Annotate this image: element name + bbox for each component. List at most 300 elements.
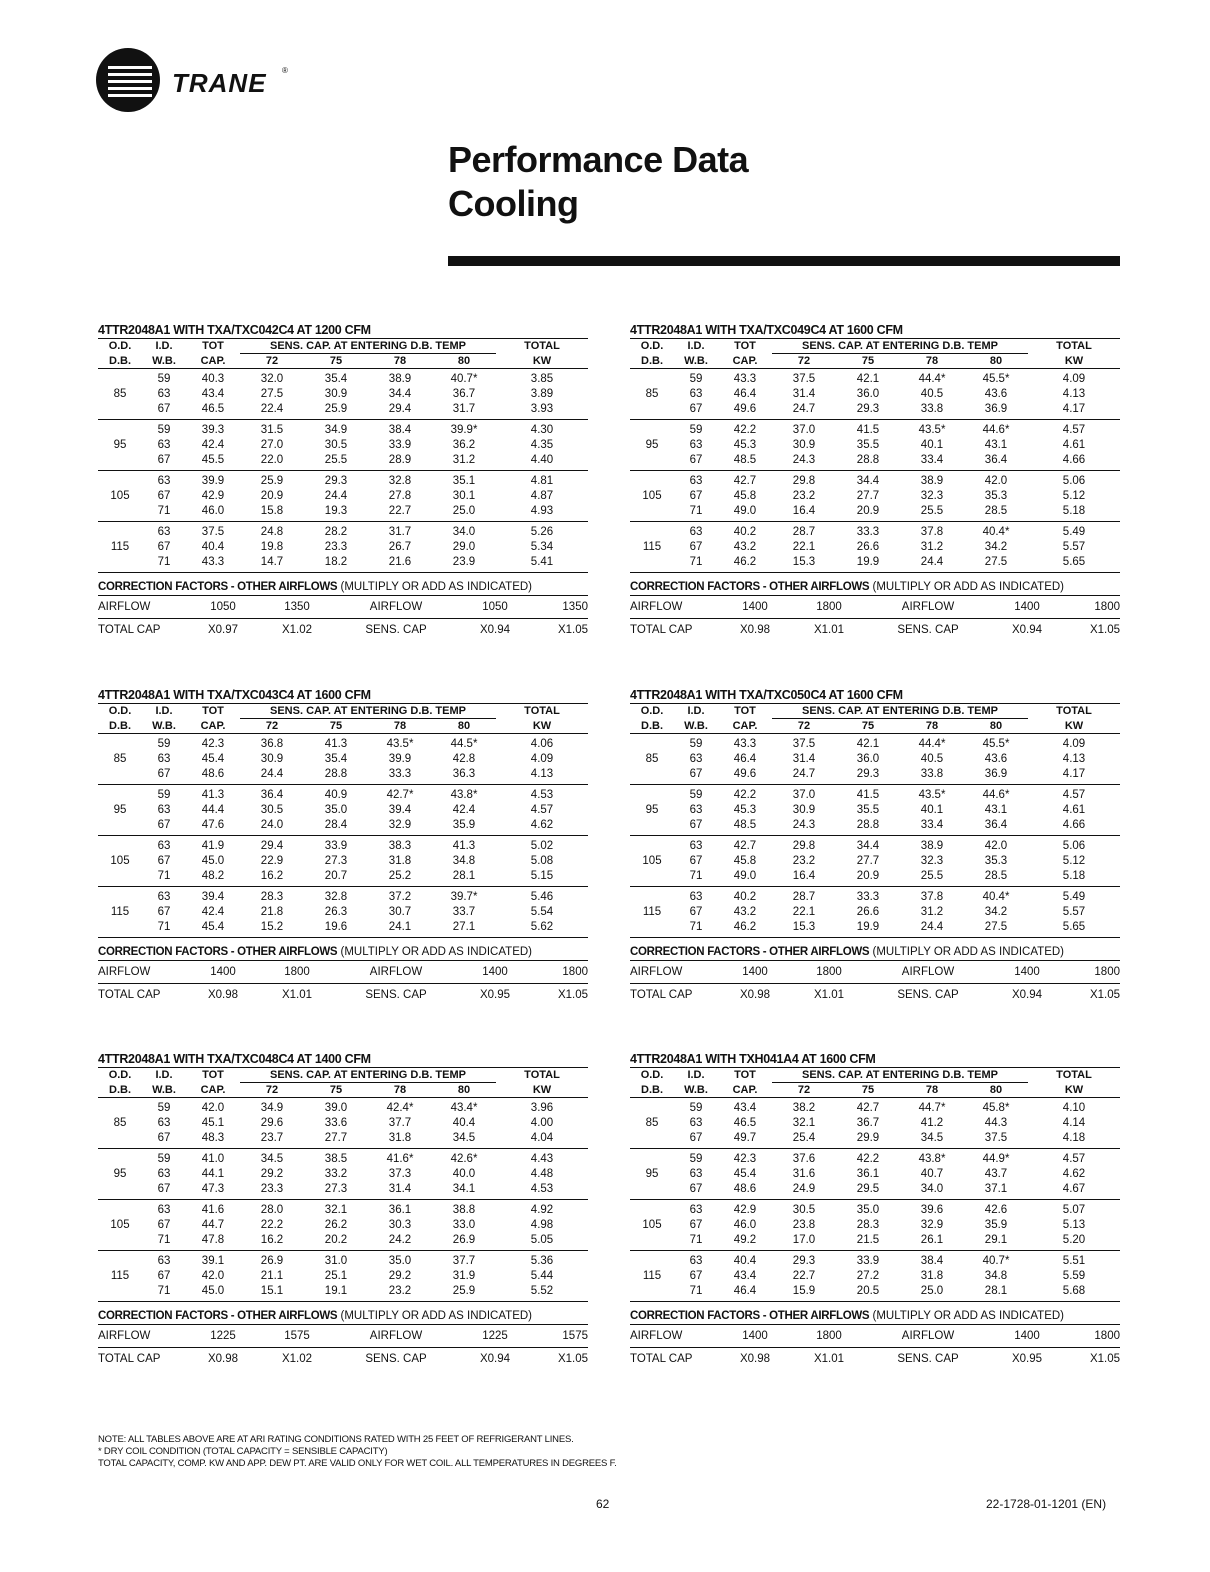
table-cell: 43.1 — [984, 804, 1008, 816]
table-cell: 5.57 — [1062, 541, 1086, 553]
table-cell: 63 — [689, 439, 703, 451]
table-cell: 19.9 — [836, 920, 900, 938]
header-sens-cap: SENS. CAP. AT ENTERING D.B. TEMP — [772, 1068, 1028, 1083]
table-cell: 67 — [689, 855, 703, 867]
table-cell: 26.2 — [324, 1219, 348, 1231]
table-cell: 59 — [689, 424, 703, 436]
table-cell: 31.8 — [368, 1131, 432, 1149]
correction-cell: X0.94 — [458, 1348, 532, 1371]
correction-cell: 1800 — [1064, 961, 1120, 984]
table-cell: 29.6 — [260, 1117, 284, 1129]
table-cell: 30.9 — [792, 439, 816, 451]
table-cell: 45.8 — [733, 490, 757, 502]
header-row — [98, 339, 588, 354]
correction-cell: AIRFLOW — [866, 1325, 990, 1348]
table-cell: 39.0 — [324, 1102, 348, 1114]
cell-od-db — [630, 369, 674, 388]
table-cell: 4.04 — [496, 1131, 588, 1149]
correction-row — [630, 1348, 1120, 1371]
table-cell: 67 — [157, 855, 171, 867]
cell-od-db — [98, 1182, 142, 1200]
performance-table — [98, 1067, 588, 1302]
table-cell: 29.5 — [836, 1182, 900, 1200]
table-row — [98, 734, 588, 753]
table-cell: 63 — [157, 388, 171, 400]
table-cell: 63 — [157, 1117, 171, 1129]
header-temp: 78 — [900, 1083, 964, 1098]
correction-cell: 1400 — [990, 1325, 1064, 1348]
table-cell: 45.5 — [186, 453, 240, 471]
table-cell: 36.9 — [964, 402, 1028, 420]
table-cell: 30.9 — [324, 388, 348, 400]
correction-cell: X1.01 — [792, 619, 866, 642]
header-kw: KW — [496, 719, 588, 734]
table-cell: 29.2 — [388, 1270, 412, 1282]
table-cell: 5.57 — [1062, 906, 1086, 918]
table-row — [98, 489, 588, 504]
correction-cell: X0.98 — [186, 984, 260, 1007]
cell-od-db: 95 — [645, 1168, 659, 1180]
table-cell: 32.3 — [920, 490, 944, 502]
registered-mark: ® — [282, 66, 288, 75]
correction-cell: X0.98 — [718, 984, 792, 1007]
cell-od-db: 85 — [113, 388, 127, 400]
table-cell: 16.2 — [240, 869, 304, 887]
table-cell: 42.0 — [984, 475, 1008, 487]
table-cell: 40.4 — [452, 1117, 476, 1129]
table-cell: 42.7 — [856, 1102, 880, 1114]
table-cell: 67 — [674, 453, 718, 471]
cell-od-db — [98, 1233, 142, 1251]
table-cell: 5.49 — [1062, 891, 1086, 903]
table-cell: 37.8 — [920, 891, 944, 903]
header-tot: TOT — [718, 1068, 772, 1083]
table-cell: 33.3 — [856, 526, 880, 538]
table-cell: 71 — [674, 504, 718, 522]
correction-cell: 1800 — [792, 961, 866, 984]
table-cell: 43.3 — [733, 738, 757, 750]
table-cell: 44.4 — [201, 804, 225, 816]
correction-cell: SENS. CAP — [866, 984, 990, 1007]
table-cell: 5.05 — [496, 1233, 588, 1251]
table-cell: 4.40 — [496, 453, 588, 471]
cell-od-db: 105 — [110, 1219, 130, 1231]
table-cell: 39.9 — [388, 753, 412, 765]
table-cell: 63 — [689, 1117, 703, 1129]
table-cell: 20.2 — [304, 1233, 368, 1251]
table-cell: 35.0 — [388, 1255, 412, 1267]
performance-table-block — [98, 687, 588, 1006]
table-cell: 35.9 — [432, 818, 496, 836]
cell-od-db — [98, 504, 142, 522]
table-cell: 31.0 — [324, 1255, 348, 1267]
header-temp: 78 — [900, 354, 964, 369]
table-cell: 41.0 — [201, 1153, 225, 1165]
correction-cell: 1800 — [260, 961, 334, 984]
table-cell: 49.7 — [718, 1131, 772, 1149]
page-title-line-1: Performance Data — [448, 139, 749, 180]
correction-title-rest: (MULTIPLY OR ADD AS INDICATED) — [869, 581, 1064, 593]
table-row — [630, 887, 1120, 906]
performance-table-block — [98, 1051, 588, 1370]
table-cell: 20.9 — [836, 504, 900, 522]
table-cell: 24.4 — [240, 767, 304, 785]
correction-cell: SENS. CAP — [866, 619, 990, 642]
table-cell: 42.2 — [733, 789, 757, 801]
header-sens-cap: SENS. CAP. AT ENTERING D.B. TEMP — [240, 1068, 496, 1083]
table-cell: 37.5 — [792, 738, 816, 750]
table-cell: 41.6* — [386, 1153, 414, 1165]
table-cell: 37.7 — [452, 1255, 476, 1267]
table-row — [630, 1131, 1120, 1149]
table-cell: 4.43 — [530, 1153, 554, 1165]
table-cell: 36.4 — [964, 818, 1028, 836]
table-cell: 43.5* — [386, 738, 414, 750]
table-cell: 28.2 — [324, 526, 348, 538]
table-row — [98, 540, 588, 555]
correction-factors-title — [630, 944, 1120, 960]
performance-table-block — [98, 322, 588, 641]
correction-cell: 1800 — [1064, 1325, 1120, 1348]
table-cell: 5.20 — [1028, 1233, 1120, 1251]
table-cell: 28.3 — [260, 891, 284, 903]
correction-cell: TOTAL CAP — [630, 984, 718, 1007]
table-cell: 45.5* — [982, 373, 1010, 385]
table-cell: 33.4 — [900, 818, 964, 836]
correction-factors-title — [98, 1308, 588, 1324]
table-cell: 24.3 — [772, 453, 836, 471]
table-cell: 23.9 — [432, 555, 496, 573]
table-row — [630, 1233, 1120, 1251]
table-cell: 34.9 — [324, 424, 348, 436]
correction-cell: X1.05 — [1064, 619, 1120, 642]
table-cell: 22.1 — [792, 541, 816, 553]
table-cell: 33.8 — [900, 767, 964, 785]
table-cell: 19.9 — [836, 555, 900, 573]
table-cell: 44.6* — [982, 789, 1010, 801]
trane-logo-emblem — [96, 48, 160, 112]
table-cell: 36.7 — [452, 388, 476, 400]
table-cell: 24.7 — [772, 402, 836, 420]
cell-od-db — [98, 1098, 142, 1117]
cell-od-db — [630, 887, 674, 906]
cell-od-db — [98, 869, 142, 887]
table-cell: 48.6 — [718, 1182, 772, 1200]
correction-row — [98, 984, 588, 1007]
table-cell: 40.2 — [733, 891, 757, 903]
table-cell: 67 — [142, 767, 186, 785]
table-cell: 41.5 — [856, 424, 880, 436]
table-cell: 25.1 — [324, 1270, 348, 1282]
table-cell: 59 — [689, 789, 703, 801]
cell-od-db — [98, 1200, 142, 1219]
table-cell: 4.13 — [1062, 388, 1086, 400]
cell-od-db — [630, 785, 674, 804]
header-sens-cap: SENS. CAP. AT ENTERING D.B. TEMP — [772, 339, 1028, 354]
cell-od-db — [98, 887, 142, 906]
table-cell: 46.5 — [733, 1117, 757, 1129]
table-cell: 28.1 — [432, 869, 496, 887]
table-cell: 20.9 — [260, 490, 284, 502]
header-temp: 78 — [900, 719, 964, 734]
table-cell: 33.9 — [856, 1255, 880, 1267]
table-cell: 28.1 — [964, 1284, 1028, 1302]
table-cell: 44.4* — [918, 738, 946, 750]
table-cell: 71 — [674, 920, 718, 938]
performance-table-block — [630, 322, 1120, 641]
table-cell: 34.5 — [432, 1131, 496, 1149]
table-cell: 45.1 — [201, 1117, 225, 1129]
table-cell: 5.15 — [496, 869, 588, 887]
table-cell: 4.93 — [496, 504, 588, 522]
table-row — [630, 1149, 1120, 1168]
table-cell: 40.0 — [452, 1168, 476, 1180]
table-cell: 28.7 — [792, 891, 816, 903]
table-cell: 5.62 — [496, 920, 588, 938]
table-cell: 31.7 — [388, 526, 412, 538]
header-temp: 75 — [836, 1083, 900, 1098]
table-cell: 63 — [689, 891, 703, 903]
table-row — [98, 420, 588, 439]
table-cell: 67 — [142, 453, 186, 471]
table-row — [98, 1098, 588, 1117]
table-cell: 3.93 — [496, 402, 588, 420]
table-row — [630, 818, 1120, 836]
header-od: O.D. — [98, 704, 142, 719]
table-cell: 44.7 — [201, 1219, 225, 1231]
table-cell: 48.5 — [718, 453, 772, 471]
table-cell: 30.3 — [388, 1219, 412, 1231]
correction-cell: X1.01 — [792, 1348, 866, 1371]
table-cell: 45.5* — [982, 738, 1010, 750]
table-row — [630, 785, 1120, 804]
table-cell: 33.2 — [324, 1168, 348, 1180]
table-cell: 43.8* — [450, 789, 478, 801]
header-db: D.B. — [630, 719, 674, 734]
correction-cell: AIRFLOW — [98, 596, 186, 619]
table-cell: 63 — [689, 526, 703, 538]
table-cell: 46.4 — [733, 753, 757, 765]
table-cell: 71 — [142, 869, 186, 887]
table-cell: 48.5 — [718, 818, 772, 836]
table-cell: 33.3 — [368, 767, 432, 785]
table-cell: 42.4 — [201, 906, 225, 918]
table-cell: 27.8 — [388, 490, 412, 502]
table-cell: 4.17 — [1028, 402, 1120, 420]
correction-cell: 1350 — [260, 596, 334, 619]
title-divider-bar — [448, 256, 1120, 266]
table-cell: 39.9* — [450, 424, 478, 436]
table-cell: 31.6 — [792, 1168, 816, 1180]
table-cell: 38.3 — [388, 840, 412, 852]
cell-od-db: 115 — [110, 1270, 130, 1282]
table-cell: 29.1 — [964, 1233, 1028, 1251]
table-cell: 37.1 — [964, 1182, 1028, 1200]
header-cap: CAP. — [718, 1083, 772, 1098]
table-cell: 41.9 — [201, 840, 225, 852]
page-title-line-2: Cooling — [448, 183, 579, 224]
table-cell: 4.00 — [530, 1117, 554, 1129]
table-cell: 36.1 — [856, 1168, 880, 1180]
table-cell: 67 — [142, 1131, 186, 1149]
brand-name: TRANE — [172, 68, 267, 98]
table-row — [98, 387, 588, 402]
table-cell: 48.2 — [186, 869, 240, 887]
table-cell: 4.53 — [530, 789, 554, 801]
cell-od-db — [98, 420, 142, 439]
correction-cell: 1400 — [458, 961, 532, 984]
table-cell: 63 — [157, 753, 171, 765]
table-row — [98, 818, 588, 836]
table-title: 4TTR2048A1 WITH TXA/TXC049C4 AT 1600 CFM — [630, 323, 903, 337]
table-cell: 67 — [142, 402, 186, 420]
table-cell: 67 — [689, 1219, 703, 1231]
table-row — [98, 1182, 588, 1200]
table-cell: 3.89 — [530, 388, 554, 400]
table-cell: 59 — [157, 1102, 171, 1114]
cell-od-db — [630, 1131, 674, 1149]
table-row — [630, 402, 1120, 420]
table-cell: 23.7 — [240, 1131, 304, 1149]
table-cell: 29.0 — [452, 541, 476, 553]
table-cell: 59 — [157, 373, 171, 385]
table-cell: 35.3 — [984, 490, 1008, 502]
table-cell: 23.2 — [792, 490, 816, 502]
table-cell: 4.17 — [1028, 767, 1120, 785]
table-row — [630, 540, 1120, 555]
table-cell: 27.2 — [856, 1270, 880, 1282]
cell-od-db — [98, 920, 142, 938]
table-title: 4TTR2048A1 WITH TXA/TXC042C4 AT 1200 CFM — [98, 323, 371, 337]
table-cell: 4.67 — [1028, 1182, 1120, 1200]
cell-od-db — [98, 1251, 142, 1270]
table-cell: 15.2 — [240, 920, 304, 938]
header-temp: 75 — [304, 719, 368, 734]
table-row — [98, 1284, 588, 1302]
table-cell: 24.9 — [772, 1182, 836, 1200]
cell-od-db — [630, 734, 674, 753]
header-total: TOTAL — [496, 704, 588, 719]
table-cell: 34.1 — [432, 1182, 496, 1200]
correction-cell: AIRFLOW — [98, 961, 186, 984]
cell-od-db: 105 — [642, 490, 662, 502]
table-cell: 5.12 — [1062, 490, 1086, 502]
table-cell: 45.8* — [982, 1102, 1010, 1114]
table-cell: 29.3 — [836, 767, 900, 785]
cell-od-db — [98, 402, 142, 420]
correction-cell: TOTAL CAP — [630, 1348, 718, 1371]
table-cell: 4.18 — [1028, 1131, 1120, 1149]
table-cell: 29.8 — [792, 840, 816, 852]
correction-cell: X1.01 — [792, 984, 866, 1007]
cell-od-db — [98, 767, 142, 785]
correction-cell: 1800 — [792, 1325, 866, 1348]
table-cell: 32.8 — [388, 475, 412, 487]
table-cell: 34.8 — [984, 1270, 1008, 1282]
correction-cell: TOTAL CAP — [98, 984, 186, 1007]
table-cell: 59 — [157, 1153, 171, 1165]
table-cell: 36.2 — [452, 439, 476, 451]
correction-cell: X0.98 — [718, 1348, 792, 1371]
table-cell: 17.0 — [772, 1233, 836, 1251]
table-row — [98, 1167, 588, 1182]
table-cell: 39.6 — [920, 1204, 944, 1216]
performance-table — [630, 703, 1120, 938]
table-cell: 34.9 — [260, 1102, 284, 1114]
table-cell: 31.4 — [792, 388, 816, 400]
header-row — [630, 704, 1120, 719]
table-cell: 23.8 — [792, 1219, 816, 1231]
table-cell: 42.9 — [201, 490, 225, 502]
table-cell: 40.3 — [201, 373, 225, 385]
document-number: 22-1728-01-1201 (EN) — [986, 1497, 1107, 1511]
table-cell: 19.3 — [304, 504, 368, 522]
correction-title-bold: CORRECTION FACTORS - OTHER AIRFLOWS — [98, 1310, 338, 1322]
table-cell: 67 — [689, 906, 703, 918]
table-cell: 59 — [689, 373, 703, 385]
correction-cell: AIRFLOW — [98, 1325, 186, 1348]
table-cell: 47.8 — [186, 1233, 240, 1251]
table-cell: 32.9 — [920, 1219, 944, 1231]
correction-cell: AIRFLOW — [866, 961, 990, 984]
table-row — [98, 504, 588, 522]
header-cap: CAP. — [186, 354, 240, 369]
table-row — [630, 522, 1120, 541]
table-cell: 42.2 — [856, 1153, 880, 1165]
table-cell: 48.3 — [186, 1131, 240, 1149]
performance-table — [630, 1067, 1120, 1302]
header-temp: 80 — [432, 354, 496, 369]
table-cell: 4.53 — [496, 1182, 588, 1200]
table-cell: 5.12 — [1062, 855, 1086, 867]
table-cell: 42.0 — [984, 840, 1008, 852]
table-cell: 71 — [674, 869, 718, 887]
table-cell: 25.9 — [260, 475, 284, 487]
table-cell: 19.1 — [304, 1284, 368, 1302]
table-cell: 23.3 — [240, 1182, 304, 1200]
table-cell: 33.7 — [452, 906, 476, 918]
table-row — [630, 504, 1120, 522]
table-cell: 63 — [157, 1168, 171, 1180]
table-cell: 46.5 — [186, 402, 240, 420]
table-row — [98, 836, 588, 855]
table-cell: 26.7 — [388, 541, 412, 553]
table-row — [98, 1200, 588, 1219]
table-cell: 67 — [157, 541, 171, 553]
table-cell: 31.2 — [920, 906, 944, 918]
correction-cell: X1.02 — [260, 1348, 334, 1371]
table-row — [98, 402, 588, 420]
table-cell: 63 — [689, 388, 703, 400]
table-cell: 4.92 — [530, 1204, 554, 1216]
table-cell: 43.5* — [918, 424, 946, 436]
cell-od-db — [98, 1149, 142, 1168]
table-cell: 43.4 — [201, 388, 225, 400]
header-total: TOTAL — [1028, 339, 1120, 354]
table-cell: 29.3 — [324, 475, 348, 487]
cell-od-db — [98, 785, 142, 804]
table-row — [98, 803, 588, 818]
correction-cell: X0.94 — [990, 984, 1064, 1007]
table-row — [630, 1200, 1120, 1219]
cell-od-db — [630, 767, 674, 785]
table-cell: 49.6 — [718, 402, 772, 420]
cell-od-db — [98, 818, 142, 836]
table-cell: 49.6 — [718, 767, 772, 785]
table-cell: 48.6 — [186, 767, 240, 785]
table-cell: 34.4 — [856, 475, 880, 487]
performance-table-block — [630, 687, 1120, 1006]
